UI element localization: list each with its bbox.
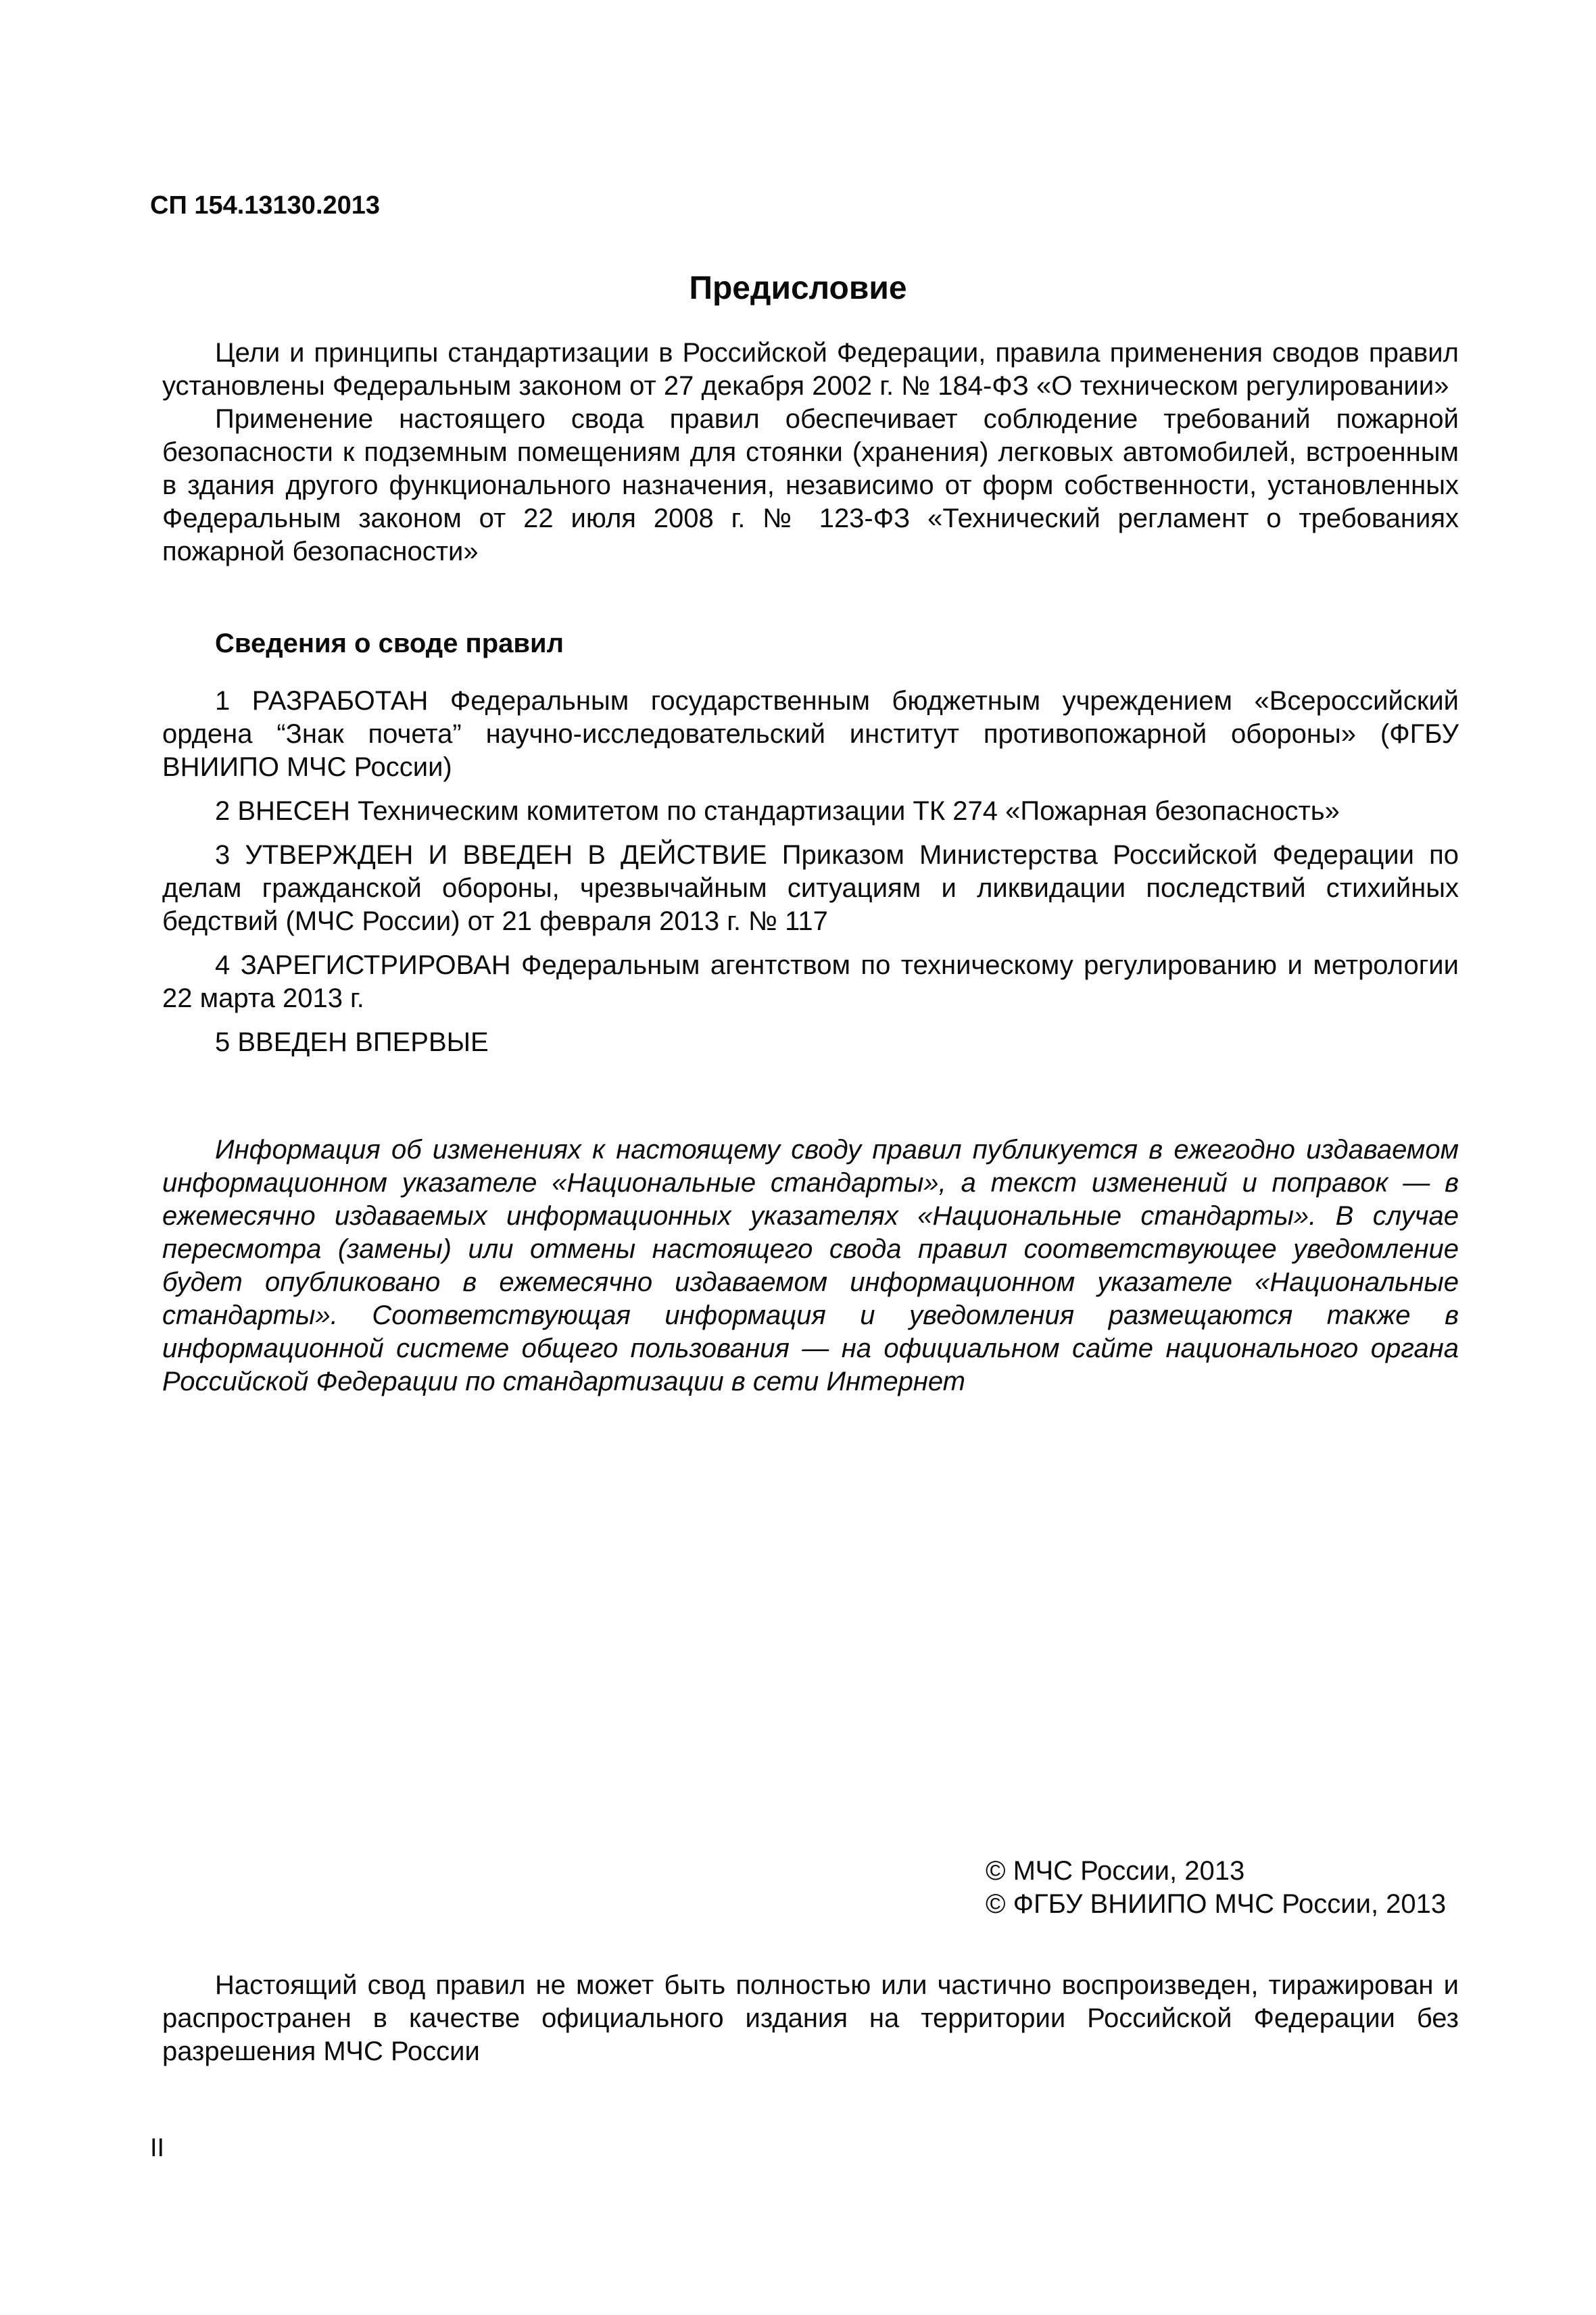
copyright-line: © ФГБУ ВНИИПО МЧС России, 2013 bbox=[986, 1889, 1447, 1919]
info-list bbox=[162, 685, 1459, 1070]
changes-notice-section bbox=[162, 1134, 1459, 1398]
copyright-line: © МЧС России, 2013 bbox=[986, 1856, 1245, 1886]
info-item: 4 ЗАРЕГИСТРИРОВАН Федеральным агентством по техническому регулированию и метрологии 22 марта 2013 г. bbox=[162, 950, 1459, 1013]
changes-notice: Информация об изменениях к настоящему своду правил публикуется в ежегодно издаваемом информационном указателе «Национальные стандарты», а текст изменений и поправок — в ежемесячно издаваемых информационных указателях «Национальные стандарты». В случае пересмотра (замены) или отмены настоящего свода правил соответствующее уведомление будет опубликовано в ежемесячно издаваемом информационном указателе «Национальные стандарты». Соответствующая информация и уведомления размещаются также в информационной системе общего пользования — на официальном сайте национального органа Российской Федерации по стандартизации в сети Интернет bbox=[162, 1135, 1459, 1396]
intro-section bbox=[162, 337, 1459, 568]
intro-paragraph: Цели и принципы стандартизации в Российской Федерации, правила применения сводов правил установлены Федеральным законом от 27 декабря 2002 г. № 184-ФЗ «О техническом регулировании» bbox=[162, 338, 1459, 401]
page-title: Предисловие bbox=[689, 270, 907, 306]
info-item: 1 РАЗРАБОТАН Федеральным государственным бюджетным учреждением «Всероссийский ордена “Знак почета” научно-исследовательский институт противопожарной обороны» (ФГБУ ВНИИПО МЧС России) bbox=[162, 686, 1459, 782]
info-heading: Сведения о своде правил bbox=[215, 629, 564, 658]
info-item: 5 ВВЕДЕН ВПЕРВЫЕ bbox=[215, 1027, 489, 1057]
document-code: СП 154.13130.2013 bbox=[150, 191, 381, 220]
copyright-block bbox=[986, 1855, 1446, 1921]
reproduction-section bbox=[162, 1969, 1459, 2068]
page-number: II bbox=[150, 2134, 165, 2162]
reproduction-notice: Настоящий свод правил не может быть полностью или частично воспроизведен, тиражирован и распространен в качестве официального издания на территории Российской Федерации без разрешения МЧС России bbox=[162, 1970, 1459, 2066]
intro-paragraph: Применение настоящего свода правил обеспечивает соблюдение требований пожарной безопасности к подземным помещениям для стоянки (хранения) легковых автомобилей, встроенным в здания другого функционального назначения, независимо от форм собственности, установленных Федеральным законом от 22 июля 2008 г. № 123-ФЗ «Технический регламент о требованиях пожарной безопасности» bbox=[162, 404, 1459, 566]
info-item: 2 ВНЕСЕН Техническим комитетом по стандартизации ТК 274 «Пожарная безопасность» bbox=[215, 796, 1340, 826]
info-item: 3 УТВЕРЖДЕН И ВВЕДЕН В ДЕЙСТВИЕ Приказом Министерства Российской Федерации по делам гражданской обороны, чрезвычайным ситуациям и ликвидации последствий стихийных бедствий (МЧС России) от 21 февраля 2013 г. № 117 bbox=[162, 840, 1459, 936]
